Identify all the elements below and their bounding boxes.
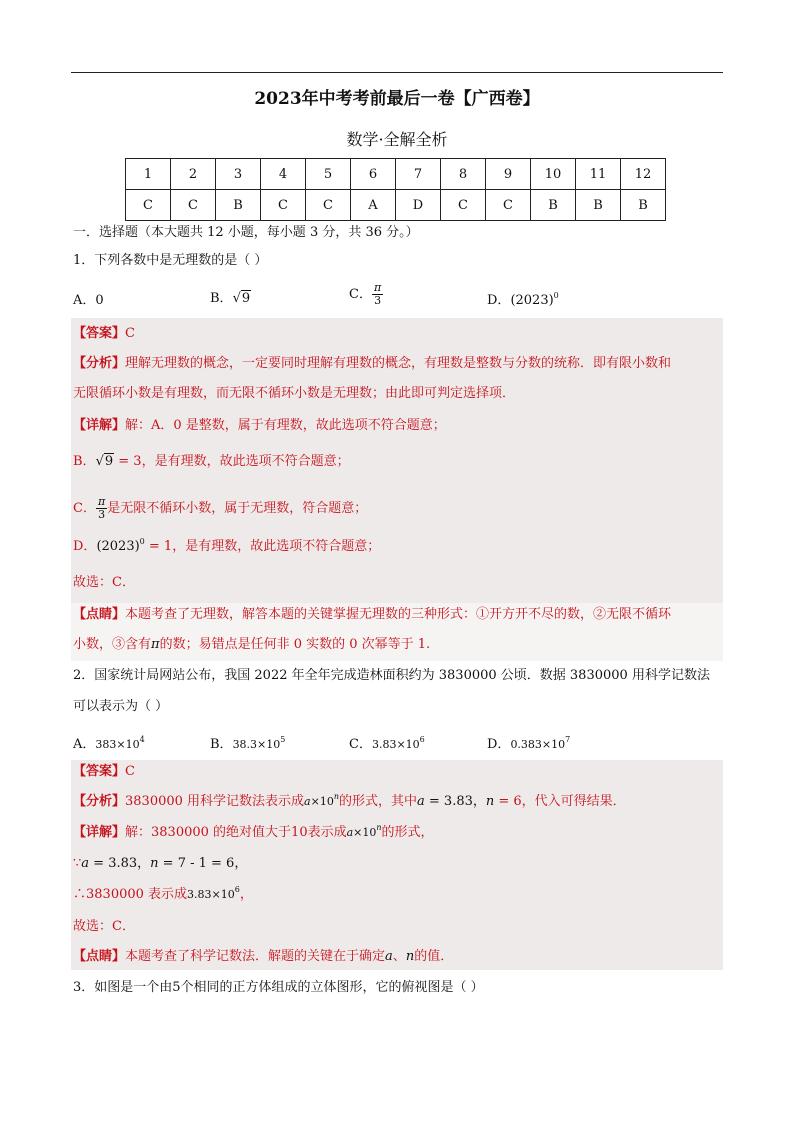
q1-detail-line-c xyxy=(73,496,367,521)
detail-label: 【详解】 xyxy=(73,418,126,433)
q3-stem: 3．如图是一个由5个相同的正方体组成的立体图形，它的俯视图是（ ） xyxy=(73,980,484,995)
q1-option-d xyxy=(487,289,559,308)
fraction-denominator: 3 xyxy=(374,294,382,307)
answer-cell: C xyxy=(171,190,216,221)
answer-cell: A xyxy=(351,190,396,221)
q2-option-a-coef: 383×10 xyxy=(95,738,140,751)
question-number-cell: 2 xyxy=(171,159,216,190)
therefore-text-b: ， xyxy=(239,887,253,902)
comment-text-a: 小数，③含有 xyxy=(73,637,152,652)
q1-detail-line-d xyxy=(73,539,380,555)
detail-text: 解：A．0 是整数，属于有理数，故此选项不符合题意； xyxy=(125,418,446,433)
q2-detail-line-1 xyxy=(73,825,434,841)
q2-option-c xyxy=(349,733,425,752)
comment-label: 【点睛】 xyxy=(73,607,126,622)
q2-option-b xyxy=(210,733,285,752)
analysis-text-a: 3830000 用科学记数法表示成 xyxy=(125,794,305,809)
header-rule xyxy=(71,72,723,73)
q2-option-d-exp: 7 xyxy=(565,735,571,744)
comment-label: 【点睛】 xyxy=(73,949,126,964)
value-a: = 3.83， xyxy=(424,794,486,809)
var-a: a xyxy=(81,856,90,871)
detail-text-b: 的形式， xyxy=(381,825,434,840)
var-a: a xyxy=(385,949,393,964)
answer-cell: D xyxy=(396,190,441,221)
answer-cell: B xyxy=(216,190,261,221)
answer-table-answers-row xyxy=(126,190,666,221)
because-symbol: ∵ xyxy=(73,856,82,871)
answer-table xyxy=(125,158,666,221)
answer-cell: C xyxy=(486,190,531,221)
therefore-coef: 3.83×10 xyxy=(187,888,235,901)
q2-stem-line-2: 可以表示为（ ） xyxy=(73,699,169,714)
detail-c-rest: 是无限不循环小数，属于无理数，符合题意； xyxy=(107,501,368,516)
analysis-label: 【分析】 xyxy=(73,356,126,371)
q1-comment-line-1 xyxy=(73,607,671,623)
q1-option-c-fraction xyxy=(372,282,383,307)
q2-option-a xyxy=(73,733,145,752)
q2-option-d-coef: 0.383×10 xyxy=(510,738,566,751)
comment-text-a: 本题考查了科学记数法．解题的关键在于确定 xyxy=(125,949,386,964)
q1-option-a: A．0 xyxy=(73,293,104,308)
answer-label: 【答案】 xyxy=(73,764,126,779)
fraction-numerator: π xyxy=(373,281,382,294)
q1-option-c-prefix: C． xyxy=(349,287,372,302)
q2-therefore-line xyxy=(73,887,253,903)
sqrt-symbol: √9 xyxy=(232,291,251,306)
q1-analysis-line-1 xyxy=(73,356,671,372)
detail-label: 【详解】 xyxy=(73,825,126,840)
q1-option-b-radicand: 9 xyxy=(241,291,251,306)
question-number-cell: 7 xyxy=(396,159,441,190)
var-n: n xyxy=(150,856,159,871)
detail-text-a: 解：3830000 的绝对值大于10表示成 xyxy=(125,825,347,840)
q2-answer xyxy=(73,764,135,780)
q1-option-d-prefix: D． xyxy=(487,293,511,308)
q1-option-d-base: (2023) xyxy=(510,293,554,308)
q2-analysis xyxy=(73,794,626,810)
var-n: n xyxy=(333,792,339,801)
q2-choose: 故选：C． xyxy=(73,919,135,934)
times-ten: ×10 xyxy=(310,795,334,808)
comment-text-b: 的数；易错点是任何非 0 实数的 0 次幂等于 1. xyxy=(159,637,431,652)
question-number-cell: 11 xyxy=(576,159,621,190)
answer-cell: B xyxy=(621,190,666,221)
answer-cell: C xyxy=(306,190,351,221)
q1-choose: 故选：C． xyxy=(73,575,135,590)
fraction-denominator: 3 xyxy=(98,508,106,521)
therefore-exp: 6 xyxy=(234,885,240,894)
answer-cell: C xyxy=(261,190,306,221)
question-number-cell: 9 xyxy=(486,159,531,190)
times-ten: ×10 xyxy=(353,826,377,839)
comment-text: 本题考查了无理数，解答本题的关键掌握无理数的三种形式：①开方开不尽的数，②无限不循环 xyxy=(125,607,672,622)
question-number-cell: 1 xyxy=(126,159,171,190)
pi-symbol: π xyxy=(151,637,160,652)
q1-analysis-line-2: 无限循环小数是有理数，而无限不循环小数是无理数；由此即可判定选择项． xyxy=(73,386,516,401)
comment-text-b: 的值． xyxy=(414,949,454,964)
question-number-cell: 3 xyxy=(216,159,261,190)
q1-answer xyxy=(73,326,135,342)
value-n: = 7 - 1 = 6， xyxy=(158,856,248,871)
question-number-cell: 8 xyxy=(441,159,486,190)
q1-comment-line-2 xyxy=(73,637,430,653)
question-number-cell: 5 xyxy=(306,159,351,190)
answer-value: C xyxy=(125,326,135,341)
answer-cell: C xyxy=(126,190,171,221)
q2-option-d-prefix: D． xyxy=(487,737,511,752)
analysis-text: 理解无理数的概念，一定要同时理解有理数的概念，有理数是整数与分数的统称．即有限小数和 xyxy=(125,356,672,371)
detail-b-prefix: B． xyxy=(73,454,96,469)
var-n: n xyxy=(405,949,415,964)
page-title: 2023年中考考前最后一卷【广西卷】 xyxy=(254,89,540,109)
q2-option-c-coef: 3.83×10 xyxy=(371,738,420,751)
question-number-cell: 12 xyxy=(621,159,666,190)
q2-option-a-prefix: A． xyxy=(73,737,96,752)
answer-cell: C xyxy=(441,190,486,221)
detail-b-rest: = 3，是有理数，故此选项不符合题意； xyxy=(114,454,350,469)
q2-option-c-prefix: C． xyxy=(349,737,372,752)
q1-stem: 1．下列各数中是无理数的是（ ） xyxy=(73,253,268,268)
detail-b-radicand: 9 xyxy=(104,454,114,469)
sqrt-symbol: √9 xyxy=(95,454,114,469)
q2-because-line xyxy=(73,856,247,872)
value-n: = 6，代入可得结果． xyxy=(494,794,626,809)
var-a: a xyxy=(304,795,311,808)
detail-c-prefix: C． xyxy=(73,501,96,516)
q1-option-b-prefix: B． xyxy=(210,291,233,306)
q1-option-d-exponent: 0 xyxy=(553,291,559,300)
comment-separator: 、 xyxy=(392,949,406,964)
fraction-numerator: π xyxy=(97,495,106,508)
question-number-cell: 10 xyxy=(531,159,576,190)
q2-option-a-exp: 4 xyxy=(139,735,145,744)
page-subtitle: 数学·全解全析 xyxy=(346,130,448,149)
answer-cell: B xyxy=(531,190,576,221)
var-n: n xyxy=(485,794,495,809)
q2-option-b-coef: 38.3×10 xyxy=(232,738,281,751)
var-a: a xyxy=(346,826,354,839)
detail-d-base: (2023) xyxy=(96,539,140,554)
section-heading: 一．选择题（本大题共 12 小题，每小题 3 分，共 36 分。） xyxy=(73,225,419,240)
q1-option-c xyxy=(349,282,383,307)
detail-d-rest: = 1，是有理数，故此选项不符合题意； xyxy=(144,539,381,554)
q2-option-d xyxy=(487,733,570,752)
var-n: n xyxy=(376,823,382,832)
question-number-cell: 4 xyxy=(261,159,306,190)
q1-option-b xyxy=(210,287,251,306)
var-a: a xyxy=(417,794,425,809)
detail-d-exponent: 0 xyxy=(139,537,145,546)
question-number-cell: 6 xyxy=(351,159,396,190)
q1-detail-line-b xyxy=(73,454,350,470)
q2-option-b-prefix: B． xyxy=(210,737,233,752)
detail-d-prefix: D． xyxy=(73,539,97,554)
q2-comment xyxy=(73,949,453,965)
answer-cell: B xyxy=(576,190,621,221)
analysis-label: 【分析】 xyxy=(73,794,126,809)
analysis-text-b: 的形式，其中 xyxy=(338,794,417,809)
answer-label: 【答案】 xyxy=(73,326,126,341)
therefore-text-a: ∴3830000 表示成 xyxy=(73,887,188,902)
answer-value: C xyxy=(125,764,135,779)
q2-option-c-exp: 6 xyxy=(419,735,425,744)
q1-detail-line-1 xyxy=(73,418,446,434)
q2-option-b-exp: 5 xyxy=(280,735,286,744)
q2-stem-line-1: 2．国家统计局网站公布，我国 2022 年全年完成造林面积约为 3830000 公顷．数据 3830000 用科学记数法 xyxy=(73,668,710,683)
detail-c-fraction xyxy=(96,496,107,521)
value-a: = 3.83， xyxy=(89,856,151,871)
answer-table-numbers-row xyxy=(126,159,666,190)
